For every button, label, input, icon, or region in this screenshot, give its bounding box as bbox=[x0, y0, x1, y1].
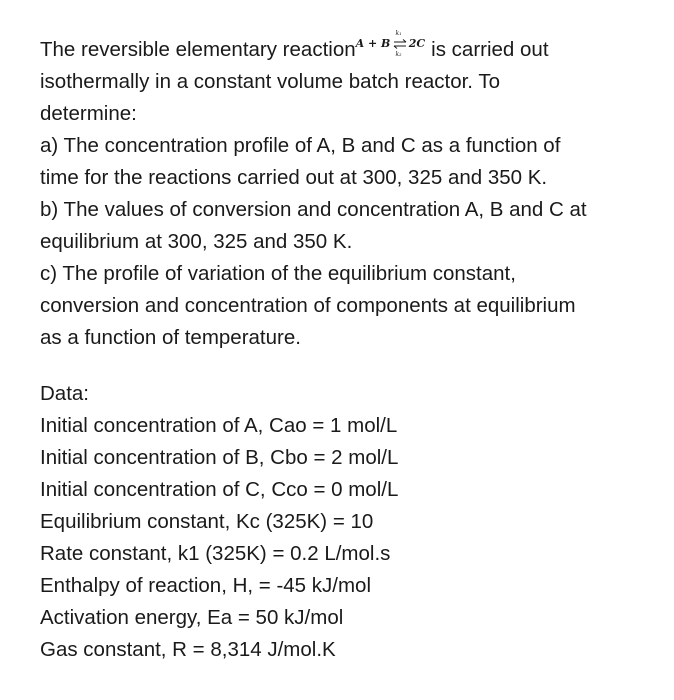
data-item: Activation energy, Ea = 50 kJ/mol bbox=[40, 606, 344, 629]
intro-text: The reversible elementary reaction bbox=[40, 38, 356, 61]
rate-constant-reverse: k₂ bbox=[395, 51, 402, 58]
data-item: Enthalpy of reaction, H, = -45 kJ/mol bbox=[40, 574, 372, 597]
reaction-reactants: A + B bbox=[355, 37, 391, 50]
problem-line: determine: bbox=[40, 102, 137, 125]
data-item: Initial concentration of C, Cco = 0 mol/L bbox=[40, 478, 399, 501]
data-item: Initial concentration of B, Cbo = 2 mol/L bbox=[40, 446, 399, 469]
data-item: Rate constant, k1 (325K) = 0.2 L/mol.s bbox=[40, 542, 391, 565]
intro-text-continued: is carried out bbox=[431, 38, 549, 61]
problem-line: isothermally in a constant volume batch reactor. To bbox=[40, 70, 500, 93]
reaction-products: 2C bbox=[408, 37, 426, 50]
problem-line-part-a: a) The concentration profile of A, B and C as a function of bbox=[40, 134, 561, 157]
spacer bbox=[40, 354, 650, 378]
reaction-equation bbox=[355, 30, 426, 58]
rate-constant-forward: k₁ bbox=[395, 30, 402, 37]
equilibrium-arrows-icon bbox=[393, 30, 407, 58]
problem-line: conversion and concentration of components at equilibrium bbox=[40, 294, 576, 317]
problem-document bbox=[40, 30, 650, 666]
data-item: Gas constant, R = 8,314 J/mol.K bbox=[40, 638, 336, 661]
problem-line-part-b: b) The values of conversion and concentration A, B and C at bbox=[40, 198, 587, 221]
problem-line: equilibrium at 300, 325 and 350 K. bbox=[40, 230, 353, 253]
problem-line: as a function of temperature. bbox=[40, 326, 301, 349]
problem-line-part-c: c) The profile of variation of the equilibrium constant, bbox=[40, 262, 516, 285]
problem-line: time for the reactions carried out at 300, 325 and 350 K. bbox=[40, 166, 548, 189]
data-item: Initial concentration of A, Cao = 1 mol/L bbox=[40, 414, 398, 437]
data-item: Equilibrium constant, Kc (325K) = 10 bbox=[40, 510, 374, 533]
data-heading: Data: bbox=[40, 382, 89, 405]
problem-line-1 bbox=[40, 30, 650, 66]
